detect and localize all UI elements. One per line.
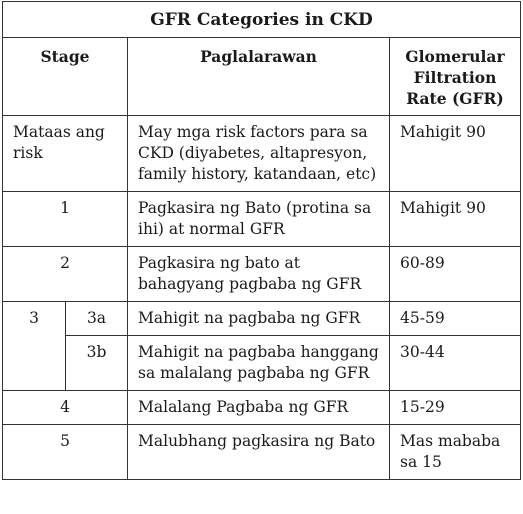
- gfr-cell: Mahigit 90: [390, 116, 521, 192]
- stage-cell: 5: [3, 425, 128, 480]
- stage-cell: 4: [3, 391, 128, 425]
- description-cell: Malubhang pagkasira ng Bato: [128, 425, 390, 480]
- gfr-cell: 45-59: [390, 302, 521, 336]
- table-row: [3, 336, 521, 391]
- description-cell: Mahigit na pagbaba ng GFR: [128, 302, 390, 336]
- table-title: GFR Categories in CKD: [3, 2, 521, 38]
- description-cell: Pagkasira ng bato at bahagyang pagbaba ng GFR: [128, 247, 390, 302]
- gfr-cell: Mas mababa sa 15: [390, 425, 521, 480]
- table-row: [3, 425, 521, 480]
- gfr-cell: 30-44: [390, 336, 521, 391]
- table-row: [3, 302, 521, 336]
- stage-cell: Mataas ang risk: [3, 116, 128, 192]
- table-row: [3, 192, 521, 247]
- table-row: [3, 116, 521, 192]
- gfr-cell: 15-29: [390, 391, 521, 425]
- table-header-row: [3, 38, 521, 116]
- stage-cell: 1: [3, 192, 128, 247]
- description-cell: Mahigit na pagbaba hanggang sa malalang pagbaba ng GFR: [128, 336, 390, 391]
- stage-cell: 2: [3, 247, 128, 302]
- table-title-row: [3, 2, 521, 38]
- header-gfr: Glomerular Filtration Rate (GFR): [390, 38, 521, 116]
- header-description: Paglalarawan: [128, 38, 390, 116]
- table-row: [3, 391, 521, 425]
- gfr-table-container: [2, 1, 520, 480]
- description-cell: Pagkasira ng Bato (protina sa ihi) at normal GFR: [128, 192, 390, 247]
- description-cell: Malalang Pagbaba ng GFR: [128, 391, 390, 425]
- header-stage: Stage: [3, 38, 128, 116]
- gfr-cell: Mahigit 90: [390, 192, 521, 247]
- table-row: [3, 247, 521, 302]
- substage-cell: 3a: [66, 302, 128, 336]
- gfr-categories-table: [2, 1, 521, 480]
- stage-cell: 3: [3, 302, 66, 391]
- description-cell: May mga risk factors para sa CKD (diyabetes, altapresyon, family history, katandaan, etc): [128, 116, 390, 192]
- substage-cell: 3b: [66, 336, 128, 391]
- gfr-cell: 60-89: [390, 247, 521, 302]
